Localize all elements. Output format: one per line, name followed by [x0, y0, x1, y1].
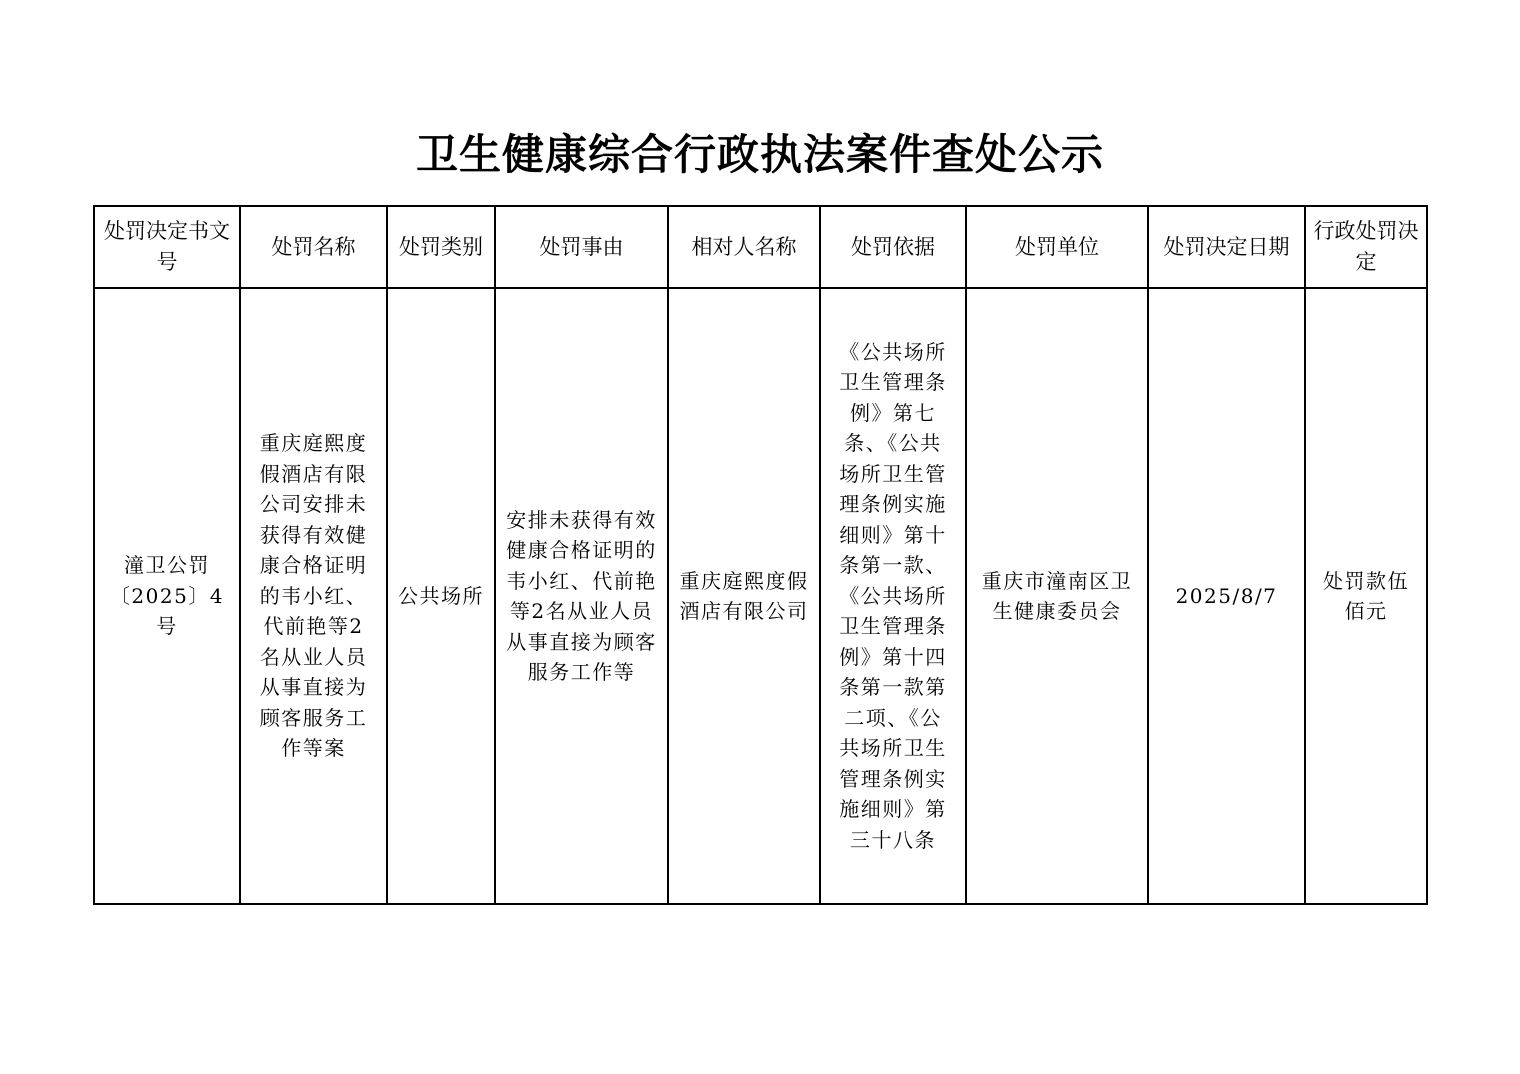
penalty-table	[93, 205, 1428, 905]
cell-doc-number	[94, 288, 240, 904]
cell-category	[387, 288, 495, 904]
page-title: 卫生健康综合行政执法案件查处公示	[415, 130, 1104, 179]
penalty-name-text: 重庆庭熙度假酒店有限公司安排未获得有效健康合格证明的韦小红、代前艳等2名从业人员从事直接为顾客服务工作等案	[259, 431, 368, 761]
unit-text: 重庆市潼南区卫生健康委员会	[981, 568, 1133, 623]
party-name-text: 重庆庭熙度假酒店有限公司	[679, 568, 809, 623]
basis-text: 《公共场所卫生管理条例》第七条、《公共场所卫生管理条例实施细则》第十条第一款、《公共场所卫生管理条例》第十四条第一款第二项、《公共场所卫生管理条例实施细则》第三十八条	[839, 339, 947, 852]
header-reason: 处罚事由	[495, 206, 668, 288]
decision-text: 处罚款伍佰元	[1323, 568, 1409, 623]
reason-text: 安排未获得有效健康合格证明的韦小红、代前艳等2名从业人员从事直接为顾客服务工作等	[506, 507, 657, 684]
header-party-name: 相对人名称	[668, 206, 820, 288]
cell-decision	[1305, 288, 1427, 904]
cell-penalty-name	[240, 288, 387, 904]
doc-number-text: 潼卫公罚〔2025〕4号	[109, 553, 225, 639]
header-category: 处罚类别	[387, 206, 495, 288]
cell-unit	[966, 288, 1148, 904]
header-date: 处罚决定日期	[1148, 206, 1305, 288]
header-basis: 处罚依据	[820, 206, 966, 288]
cell-basis	[820, 288, 966, 904]
header-penalty-name: 处罚名称	[240, 206, 387, 288]
cell-party-name	[668, 288, 820, 904]
date-text: 2025/8/7	[1175, 583, 1278, 608]
header-row	[94, 206, 1427, 288]
table-row	[94, 288, 1427, 904]
cell-date	[1148, 288, 1305, 904]
header-unit: 处罚单位	[966, 206, 1148, 288]
cell-reason	[495, 288, 668, 904]
header-doc-number: 处罚决定书文号	[94, 206, 240, 288]
header-decision: 行政处罚决定	[1305, 206, 1427, 288]
category-text: 公共场所	[398, 583, 484, 608]
